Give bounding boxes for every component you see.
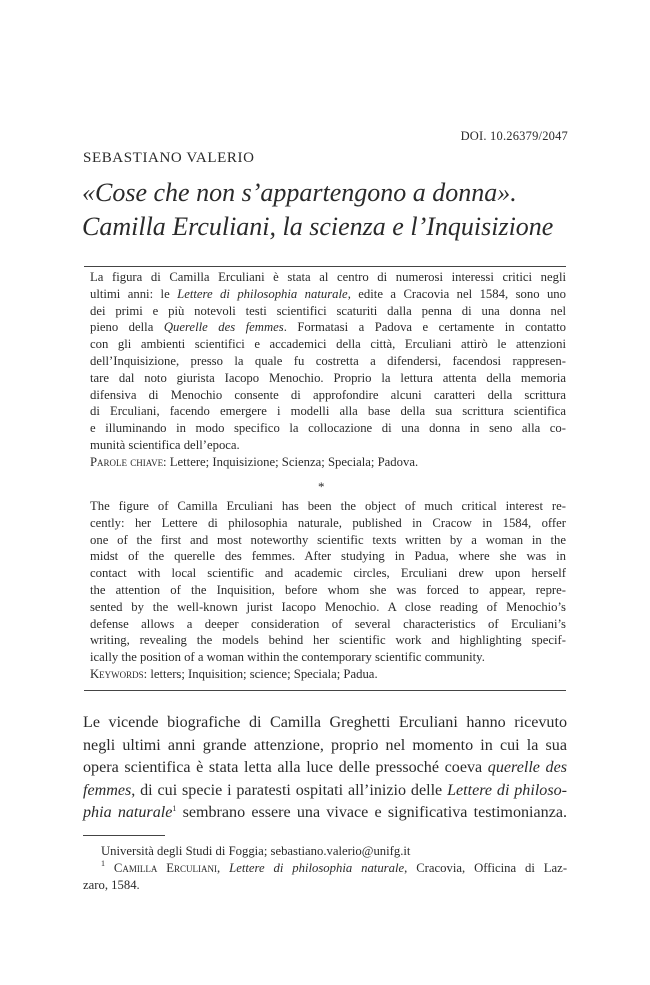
body-paragraph — [83, 712, 567, 825]
abstract-it-text: . Formatasi a Padova e certamente in contatto — [283, 320, 566, 335]
abstract-it-line: La figura di Camilla Erculiani è stata al centro di numerosi interessi critici negli — [90, 270, 566, 284]
querelle-title: Querelle des femmes — [163, 320, 284, 335]
abstract-italian — [90, 269, 566, 471]
abstract-it-line — [90, 286, 566, 303]
footnote-title: Lettere di philosophia naturale — [229, 861, 405, 875]
abstract-en-line: the attention of the Inquisition, before whom she was forced to appear, repre- — [90, 582, 566, 597]
footnotes — [83, 843, 567, 894]
footnote-ref[interactable]: 1 — [172, 804, 177, 814]
abstract-en-line: The figure of Camilla Erculiani has been the object of much critical interest re- — [90, 499, 566, 513]
body-line: negli ultimi anni grande attenzione, proprio nel momento in cui la sua — [83, 736, 567, 754]
section-separator-star: * — [318, 479, 325, 494]
body-line: Le vicende biografiche di Camilla Greghetti Erculiani hanno ricevuto — [83, 714, 567, 731]
abstract-it-line: con gli ambienti scientifici e accademici della città, Erculiani attirò le attenzioni — [90, 337, 566, 352]
keywords-value: Lettere; Inquisizione; Scienza; Speciala; Padova. — [169, 454, 419, 469]
footnote-rule — [83, 835, 165, 836]
keywords-label: Parole chiave: — [90, 454, 167, 469]
title-line-1: «Cose che non s’appartengono a donna». — [82, 178, 517, 207]
footnote-sep: , — [217, 861, 230, 875]
abstract-en-line: cently: her Lettere di philosophia naturale, published in Cracow in 1584, offer — [90, 515, 566, 530]
abstract-it-line — [90, 319, 566, 336]
keywords-value: letters; Inquisition; science; Speciala; Padua. — [150, 666, 378, 681]
abstract-en-line: one of the first and most noteworthy scientific texts written by a woman in the — [90, 532, 566, 547]
abstract-bottom-rule — [84, 690, 566, 691]
abstract-english — [90, 498, 566, 683]
keywords-en — [90, 666, 566, 683]
abstract-it-line: munità scientifica dell’epoca. — [90, 437, 240, 452]
title-line-2: Camilla Erculiani, la scienza e l’Inquisizione — [82, 212, 554, 241]
abstract-en-line: ically the position of a woman within the contemporary scientific community. — [90, 650, 485, 665]
footnote-1 — [83, 860, 567, 877]
body-text: , di cui specie i paratesti ospitati all’inizio delle — [131, 781, 443, 799]
querelle-text: querelle des — [487, 759, 568, 777]
abstract-it-text: ultimi anni: le — [90, 286, 170, 301]
abstract-top-rule — [84, 266, 566, 267]
footnote-rest: , Cracovia, Officina di Laz- — [404, 861, 568, 875]
abstract-en-line: sented by the well-known jurist Iacopo Menochio. A close reading of Menochio’s — [90, 599, 566, 614]
article-title — [82, 176, 582, 244]
abstract-it-text: , edite a Cracovia nel 1584, sono uno — [347, 286, 566, 301]
abstract-it-line: dell’Inquisizione, presso la quale fu costretta a difendersi, facendosi rappresen- — [90, 353, 566, 368]
abstract-en-line: writing, revealing the models behind her scientific work and highlighting specif- — [90, 633, 566, 648]
abstract-it-line: dei primi e più notevoli testi scientifici scaturiti dalla penna di una donna nel — [90, 303, 566, 318]
abstract-it-line: tare dal noto giurista Iacopo Menochio. Proprio la lettura attenta della memoria — [90, 370, 566, 385]
abstract-it-text: pieno della — [90, 320, 154, 335]
author-affiliation: Università degli Studi di Foggia; sebastiano.valerio@unifg.it — [101, 844, 411, 858]
doi-label: DOI. 10.26379/2047 — [460, 129, 568, 143]
keywords-label: Keywords: — [90, 666, 148, 681]
body-line — [83, 780, 567, 803]
footnote-author: Camilla Erculiani — [113, 861, 218, 875]
keywords-it — [90, 454, 566, 471]
book-title: Lettere di philoso- — [447, 781, 568, 799]
body-line — [83, 757, 567, 780]
abstract-en-line: midst of the querelle des femmes. After studying in Padua, where she was in — [90, 549, 566, 564]
book-title: Lettere di philosophia naturale — [177, 286, 348, 301]
abstract-it-line: e illuminando in modo specifico la collocazione di una donna in seno alla co- — [90, 421, 566, 436]
querelle-text: femmes — [83, 781, 132, 799]
body-text: opera scientifica è stata letta alla luce delle pressoché coeva — [83, 759, 483, 777]
author-name: SEBASTIANO VALERIO — [83, 150, 255, 166]
abstract-en-line: contact with local scientific and academic circles, Erculiani drew upon herself — [90, 566, 566, 581]
abstract-it-line: difensiva di Menochio consente di approfondire alcuni caratteri della scrittura — [90, 387, 566, 402]
abstract-en-line: defense allows a deeper consideration of several characteristics of Erculiani’s — [90, 616, 566, 631]
body-line — [83, 802, 567, 825]
abstract-it-line: di Erculiani, facendo emergere i modelli alla base della sua scrittura scientifica — [90, 404, 566, 419]
body-text: sembrano essere una vivace e significativa testimonianza. — [176, 804, 568, 822]
footnote-1-cont: zaro, 1584. — [83, 878, 140, 892]
footnote-number: 1 — [101, 859, 105, 868]
book-title: phia naturale — [83, 804, 173, 822]
